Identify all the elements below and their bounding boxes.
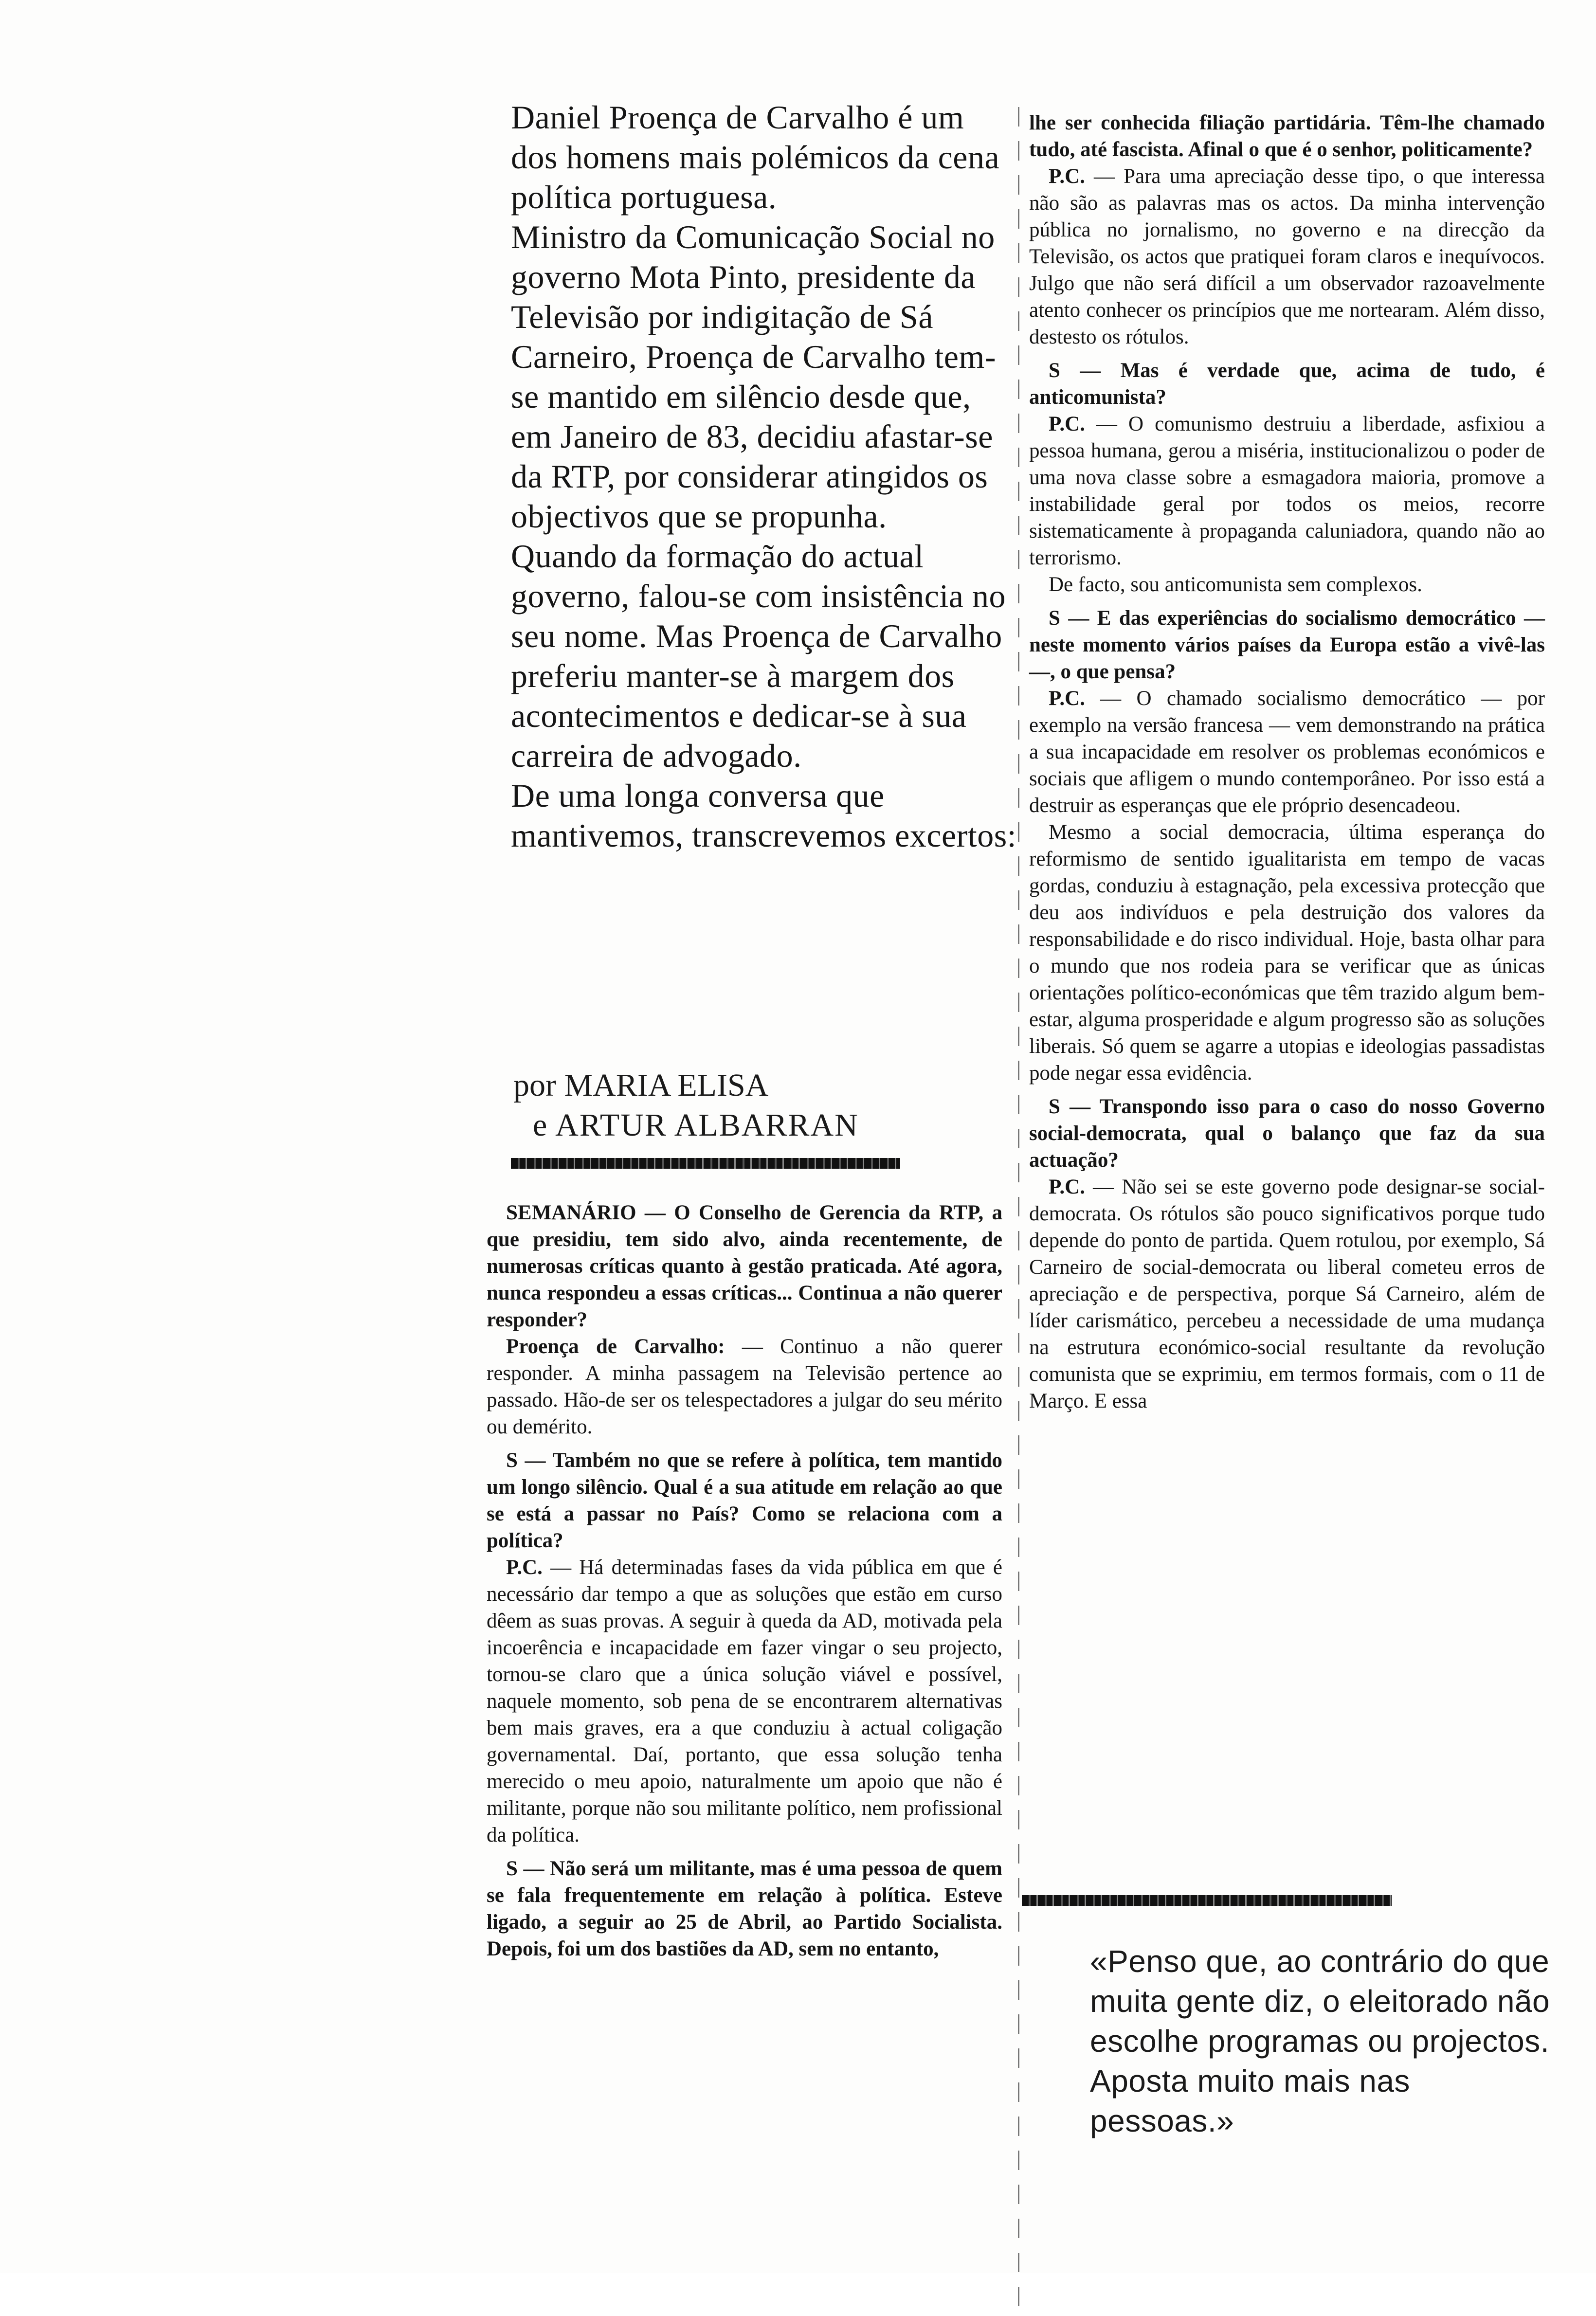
lead-paragraph: Ministro da Comunicação Social no governo Mota Pinto, presidente da Televisão por indigitação de Sá Carneiro, Proença de Carvalho tem-se mantido em silêncio desde que, em Janeiro de 83, decidiu afastar-se da RTP, por considerar atingidos os objectivos que se propunha. bbox=[511, 218, 996, 535]
question-paragraph bbox=[487, 1199, 1002, 1333]
answer-text: — O comunismo destruiu a liberdade, asfixiou a pessoa humana, gerou a miséria, institucionalizou o poder de uma nova classe sobre a esmagadora maioria, promove a instabilidade geral por todos os meios, recorre sistematicamente à propaganda caluniadora, quando não ao terrorismo. bbox=[1029, 413, 1545, 569]
pullquote-rule bbox=[1022, 1895, 1392, 1906]
byline-rule bbox=[511, 1158, 900, 1169]
right-column bbox=[1029, 109, 1545, 1414]
answer-text: — Continuo a não querer responder. A minha passagem na Televisão pertence ao passado. Hão-de ser os telespectadores a julgar do seu mérito ou demérito. bbox=[487, 1335, 1002, 1438]
byline-line-1: por MARIA ELISA bbox=[513, 1068, 769, 1103]
question-paragraph: S — Também no que se refere à política, tem mantido um longo silêncio. Qual é a sua atitude em relação ao que se está a passar no País? Como se relaciona com a política? bbox=[487, 1449, 1002, 1552]
lead-intro bbox=[511, 97, 1017, 855]
pull-quote: «Penso que, ao contrário do que muita gente diz, o eleitorado não escolhe programas ou projectos. Aposta muito mais nas pessoas.» bbox=[1090, 1944, 1550, 2138]
byline-line-2: e ARTUR ALBARRAN bbox=[533, 1107, 859, 1143]
speaker-label: Proença de Carvalho: bbox=[506, 1335, 725, 1358]
answer-paragraph: Mesmo a social democracia, última esperança do reformismo de sentido igualitarista em tempo de vacas gordas, conduziu à estagnação, pela excessiva protecção que deu aos indivíduos e pela destruição dos valores da responsabilidade e do risco individual. Hoje, basta olhar para o mundo que nos rodeia para se verificar que as únicas orientações político-económicas que têm trazido algum bem-estar, alguma prosperidade e algum progresso são as soluções liberais. Só quem se agarre a utopias e ideologias passadistas pode negar essa evidência. bbox=[1029, 821, 1545, 1085]
speaker-label: P.C. bbox=[1049, 413, 1085, 435]
lead-paragraph: Quando da formação do actual governo, falou-se com insistência no seu nome. Mas Proença de Carvalho preferiu manter-se à margem dos acontecimentos e dedicar-se à sua carreira de advogado. bbox=[511, 538, 1006, 774]
question-continuation: lhe ser conhecida filiação partidária. Têm-lhe chamado tudo, até fascista. Afinal o que é o senhor, politicamente? bbox=[1029, 111, 1545, 161]
answer-paragraph: De facto, sou anticomunista sem complexos. bbox=[1049, 573, 1422, 596]
speaker-label: P.C. bbox=[506, 1556, 543, 1579]
byline bbox=[513, 1066, 912, 1145]
speaker-label: SEMANÁRIO bbox=[506, 1201, 636, 1224]
question-paragraph: S — Transpondo isso para o caso do nosso Governo social-democrata, qual o balanço que faz da sua actuação? bbox=[1029, 1095, 1545, 1172]
lead-paragraph: Daniel Proença de Carvalho é um dos homens mais polémicos da cena política portuguesa. bbox=[511, 99, 1000, 216]
answer-paragraph bbox=[487, 1333, 1002, 1440]
left-column bbox=[487, 1199, 1002, 1962]
lead-paragraph: De uma longa conversa que mantivemos, transcrevemos excertos: bbox=[511, 777, 1017, 854]
answer-paragraph bbox=[1029, 411, 1545, 571]
answer-paragraph bbox=[1029, 685, 1545, 819]
answer-paragraph bbox=[487, 1554, 1002, 1848]
question-text: — O Conselho de Gerencia da RTP, a que presidiu, tem sido alvo, ainda recentemente, de numerosas críticas quanto à gestão praticada. Até agora, nunca respondeu a essas críticas... Continua a não querer responder? bbox=[487, 1201, 1002, 1331]
answer-text: — Para uma apreciação desse tipo, o que interessa não são as palavras mas os actos. Da minha intervenção pública no jornalismo, no governo e na direcção da Televisão, os actos que pratiquei foram claros e inequívocos. Julgo que não será difícil a um observador razoavelmente atento conhecer os princípios que me nortearam. Além disso, destesto os rótulos. bbox=[1029, 165, 1545, 348]
answer-paragraph bbox=[1029, 163, 1545, 350]
speaker-label: P.C. bbox=[1049, 1176, 1085, 1198]
question-paragraph: S — Mas é verdade que, acima de tudo, é anticomunista? bbox=[1029, 359, 1545, 409]
speaker-label: P.C. bbox=[1049, 687, 1085, 710]
question-paragraph: S — E das experiências do socialismo democrático — neste momento vários países da Europa estão a vivê-las —, o que pensa? bbox=[1029, 607, 1545, 683]
column-divider bbox=[1018, 107, 1019, 2316]
question-paragraph: S — Não será um militante, mas é uma pessoa de quem se fala frequentemente em relação à política. Esteve ligado, a seguir ao 25 de Abril, ao Partido Socialista. Depois, foi um dos bastiões da AD, sem no entanto, bbox=[487, 1857, 1002, 1960]
answer-text: — Não sei se este governo pode designar-se social-democrata. Os rótulos são pouco significativos porque tudo depende do ponto de partida. Quem rotulou, por exemplo, Sá Carneiro de social-democrata ou liberal cometeu erros de apreciação e de perspectiva, porque Sá Carneiro, além de líder carismático, percebeu a necessidade de uma mudança na estrutura económico-social resultante da revolução comunista que se exprimiu, em termos formais, com o 11 de Março. E essa bbox=[1029, 1176, 1545, 1412]
answer-text: — Há determinadas fases da vida pública em que é necessário dar tempo a que as soluções que estão em curso dêem as suas provas. A seguir à queda da AD, motivada pela incoerência e incapacidade em fazer vingar o seu projecto, tornou-se claro que a única solução viável e possível, naquele momento, sob pena de se encontrarem alternativas bem mais graves, era a que conduziu à actual coligação governamental. Daí, portanto, que essa solução tenha merecido o meu apoio, naturalmente um apoio que não é militante, porque não sou militante político, nem profissional da política. bbox=[487, 1556, 1002, 1846]
speaker-label: P.C. bbox=[1049, 165, 1085, 188]
answer-text: — O chamado socialismo democrático — por exemplo na versão francesa — vem demonstrando na prática a sua incapacidade em resolver os problemas económicos e sociais que afligem o mundo contemporâneo. Por isso está a destruir as esperanças que ele próprio desencadeou. bbox=[1029, 687, 1545, 817]
answer-paragraph bbox=[1029, 1174, 1545, 1414]
